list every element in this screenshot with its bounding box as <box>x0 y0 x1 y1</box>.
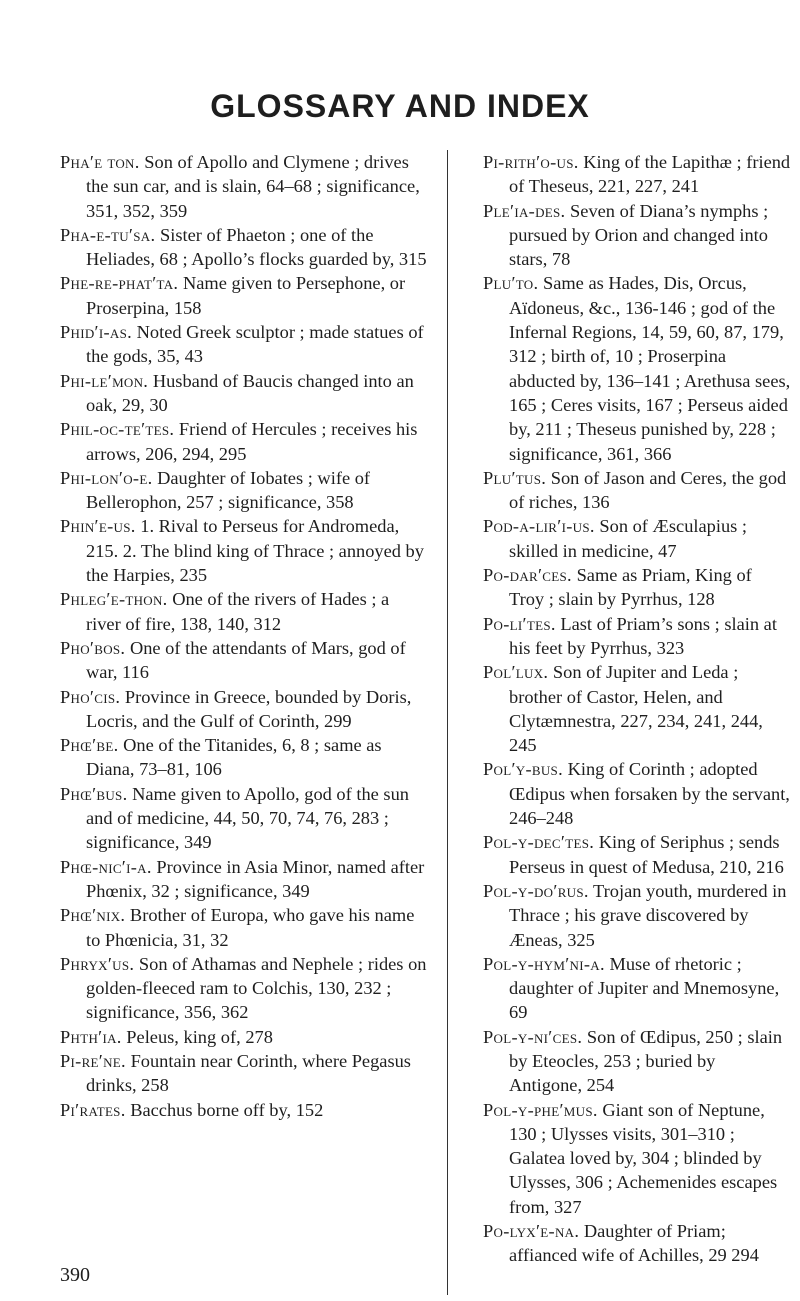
entry-text: King of Seriphus ; sends Perseus in quest of Medusa, 210, 216 <box>509 832 784 877</box>
entry-text: Son of Æsculapius ; skilled in medicine, 47 <box>509 516 748 561</box>
index-entry <box>60 271 428 320</box>
index-entry <box>60 369 428 418</box>
entry-headword: Phid′i-as. <box>60 322 133 343</box>
entry-text: Trojan youth, murdered in Thrace ; his grave discovered by Æneas, 325 <box>509 880 787 950</box>
entry-headword: Pol′lux. <box>483 662 549 683</box>
entry-headword: Pol-y-ni′ces. <box>483 1026 583 1047</box>
index-entry <box>60 685 428 734</box>
index-entry <box>60 320 428 369</box>
entry-headword: Pha-e-tu′sa. <box>60 224 156 245</box>
entry-text: Husband of Baucis changed into an oak, 29, 30 <box>86 370 414 415</box>
index-entry <box>60 903 428 952</box>
entry-text: Same as Priam, King of Troy ; slain by Pyrrhus, 128 <box>509 565 752 610</box>
entry-text: Son of Athamas and Nephele ; rides on golden-fleeced ram to Colchis, 130, 232 ; significance, 356, 362 <box>86 953 427 1023</box>
entry-headword: Phin′e-us. <box>60 516 136 537</box>
entry-text: Noted Greek sculptor ; made statues of the gods, 35, 43 <box>86 322 424 367</box>
entry-text: Province in Asia Minor, named after Phœnix, 32 ; significance, 349 <box>86 856 425 901</box>
entry-headword: Phœ′be. <box>60 735 119 756</box>
entry-headword: Phryx′us. <box>60 953 135 974</box>
entry-text: Muse of rhetoric ; daughter of Jupiter and Mnemosyne, 69 <box>509 953 780 1023</box>
entry-text: One of the rivers of Hades ; a river of fire, 138, 140, 312 <box>86 589 390 634</box>
index-entry <box>483 879 791 952</box>
entry-headword: Plu′to. <box>483 273 539 294</box>
index-entry <box>60 733 428 782</box>
index-entry <box>483 757 791 830</box>
index-entry <box>483 271 791 465</box>
entry-headword: Phe-re-phat′ta. <box>60 273 179 294</box>
entry-headword: Pol-y-hym′ni-a. <box>483 953 605 974</box>
index-entry <box>483 1025 791 1098</box>
entry-headword: Pol-y-do′rus. <box>483 880 589 901</box>
entry-text: Daughter of Priam; affianced wife of Achilles, 29 294 <box>509 1221 759 1266</box>
index-entry <box>60 587 428 636</box>
index-entry <box>60 782 428 855</box>
entry-headword: Pho′bos. <box>60 637 126 658</box>
index-entry <box>60 1098 428 1122</box>
entry-headword: Pol′y-bus. <box>483 759 563 780</box>
entry-text: Friend of Hercules ; receives his arrows, 206, 294, 295 <box>86 419 418 464</box>
entry-text: One of the Titanides, 6, 8 ; same as Diana, 73–81, 106 <box>86 735 382 780</box>
index-entry <box>483 466 791 515</box>
index-entry <box>60 952 428 1025</box>
entry-headword: Pi-rith′o-us. <box>483 152 579 172</box>
index-entry <box>483 514 791 563</box>
page-number: 390 <box>60 1264 90 1286</box>
entry-text: Fountain near Corinth, where Pegasus drinks, 258 <box>86 1050 411 1096</box>
entry-text: Province in Greece, bounded by Doris, Locris, and the Gulf of Corinth, 299 <box>86 686 412 731</box>
entry-headword: Pha′e ton. <box>60 152 140 172</box>
index-entry <box>483 563 791 612</box>
index-entry <box>483 199 791 272</box>
index-entry <box>483 952 791 1025</box>
entry-headword: Pol-y-dec′tes. <box>483 832 595 853</box>
entry-text: King of the Lapithæ ; friend of Theseus, 221, 227, 241 <box>509 152 791 197</box>
index-entry <box>60 223 428 272</box>
entry-text: Same as Hades, Dis, Orcus, Aïdoneus, &c., 136-146 ; god of the Infernal Regions, 14, 59, 60, 87, 179, 312 ; birth of, 10 ; Proserpina abducted by, 136–141 ; Arethusa sees, 165 ; Ceres visits, 167 ; Perseus aided by, 211 ; Theseus punished by, 228 ; significance, 361, 366 <box>509 273 791 464</box>
column-divider <box>447 150 448 1295</box>
entry-headword: Phth′ia. <box>60 1026 122 1047</box>
entry-text: Son of Œdipus, 250 ; slain by Eteocles, 253 ; buried by Antigone, 254 <box>509 1026 783 1096</box>
page-title: GLOSSARY AND INDEX <box>210 88 590 124</box>
entry-text: King of Corinth ; adopted Œdipus when forsaken by the servant, 246–248 <box>509 759 790 829</box>
left-column <box>60 150 428 1122</box>
index-entry <box>60 417 428 466</box>
entry-headword: Pho′cis. <box>60 686 121 707</box>
index-entry <box>60 1025 428 1049</box>
entry-text: Seven of Diana’s nymphs ; pursued by Orion and changed into stars, 78 <box>509 200 769 270</box>
entry-text: Last of Priam’s sons ; slain at his feet by Pyrrhus, 323 <box>509 613 777 658</box>
index-entry <box>60 514 428 587</box>
entry-headword: Ple′ia-des. <box>483 200 566 221</box>
index-entry <box>60 1049 428 1098</box>
entry-headword: Po-lyx′e-na. <box>483 1221 580 1242</box>
index-entry <box>60 855 428 904</box>
index-entry <box>60 150 428 223</box>
entry-headword: Po-li′tes. <box>483 613 556 634</box>
index-entry <box>483 1098 791 1219</box>
entry-text: Son of Apollo and Clymene ; drives the sun car, and is slain, 64–68 ; significance, 351, 352, 359 <box>86 152 420 221</box>
entry-text: 1. Rival to Perseus for Andromeda, 215. 2. The blind king of Thrace ; annoyed by the Harpies, 235 <box>86 516 424 586</box>
entry-headword: Po-dar′ces. <box>483 565 572 586</box>
entry-text: Brother of Europa, who gave his name to Phœnicia, 31, 32 <box>86 905 415 950</box>
entry-headword: Phi-lon′o-e. <box>60 467 153 488</box>
entry-text: Name given to Apollo, god of the sun and of medicine, 44, 50, 70, 74, 76, 283 ; significance, 349 <box>86 783 409 853</box>
index-entry <box>483 1219 791 1268</box>
entry-headword: Phi-le′mon. <box>60 370 149 391</box>
entry-headword: Pi′rates. <box>60 1099 126 1120</box>
index-entry <box>483 830 791 879</box>
index-entry <box>483 612 791 661</box>
entry-text: Daughter of Iobates ; wife of Bellerophon, 257 ; significance, 358 <box>86 467 371 513</box>
index-entry <box>483 150 791 199</box>
index-entry <box>483 660 791 757</box>
entry-headword: Phœ′bus. <box>60 783 128 804</box>
entry-text: Giant son of Neptune, 130 ; Ulysses visits, 301–310 ; Galatea loved by, 304 ; blinded by Ulysses, 306 ; Achemenides escapes from, 327 <box>509 1099 778 1217</box>
entry-text: Son of Jason and Ceres, the god of riches, 136 <box>509 467 787 513</box>
entry-headword: Plu′tus. <box>483 467 547 488</box>
entry-headword: Phœ-nic′i-a. <box>60 856 152 877</box>
right-column <box>483 150 791 1268</box>
entry-headword: Pol-y-phe′mus. <box>483 1099 598 1120</box>
entry-headword: Pod-a-lir′i-us. <box>483 516 595 537</box>
entry-text: Peleus, king of, 278 <box>126 1026 273 1047</box>
index-entry <box>60 466 428 515</box>
entry-headword: Phœ′nix. <box>60 905 126 926</box>
entry-text: Bacchus borne off by, 152 <box>130 1099 324 1120</box>
entry-headword: Pi-re′ne. <box>60 1050 126 1071</box>
entry-text: Sister of Phaeton ; one of the Heliades, 68 ; Apollo’s flocks guarded by, 315 <box>86 224 427 270</box>
entry-headword: Phil-oc-te′tes. <box>60 419 175 440</box>
entry-text: Son of Jupiter and Leda ; brother of Castor, Helen, and Clytæmnestra, 227, 234, 241, 244, 245 <box>509 662 763 756</box>
entry-text: One of the attendants of Mars, god of war, 116 <box>86 637 406 683</box>
entry-text: Name given to Persephone, or Proserpina, 158 <box>86 273 406 318</box>
entry-headword: Phleg′e-thon. <box>60 589 168 610</box>
index-entry <box>60 636 428 685</box>
